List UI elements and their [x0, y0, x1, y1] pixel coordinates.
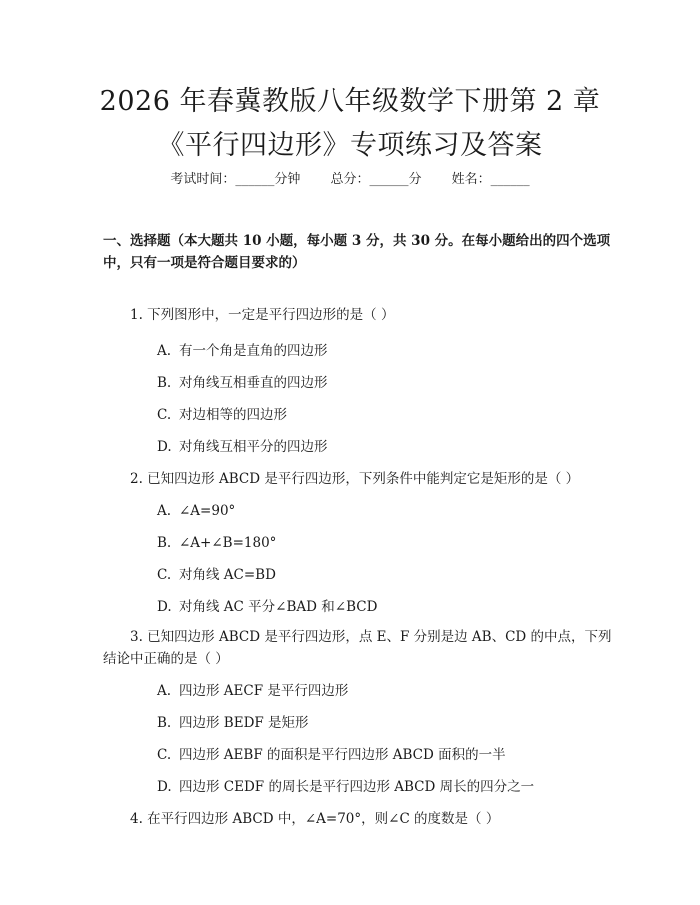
- question-1-option-c: [157, 404, 607, 426]
- page-title: 2026 年春冀教版八年级数学下册第 2 章《平行四边形》专项练习及答案: [99, 86, 601, 161]
- option-key: C.: [157, 407, 172, 423]
- option-key: C.: [157, 747, 172, 763]
- question-3-option-c: [157, 744, 607, 766]
- option-key: B.: [157, 715, 172, 731]
- option-key: A.: [157, 683, 172, 699]
- option-text: 对角线 AC 平分∠BAD 和∠BCD: [179, 599, 378, 615]
- question-2-option-a: [157, 500, 607, 522]
- option-text: ∠A+∠B=180°: [179, 535, 277, 551]
- option-text: 四边形 CEDF 的周长是平行四边形 ABCD 周长的四分之一: [179, 779, 535, 795]
- option-key: A.: [157, 503, 172, 519]
- option-key: D.: [157, 439, 172, 455]
- option-text: 对角线互相平分的四边形: [179, 439, 328, 455]
- name-field: 姓名：______: [451, 172, 530, 187]
- option-key: D.: [157, 779, 172, 795]
- question-2: 2. 已知四边形 ABCD 是平行四边形，下列条件中能判定它是矩形的是（ ）: [130, 471, 580, 487]
- question-3-option-d: [157, 776, 607, 798]
- total-score-field: 总分：______分: [330, 172, 422, 187]
- question-2-option-d: [157, 596, 607, 618]
- question-3-option-a: [157, 680, 607, 702]
- option-text: 四边形 BEDF 是矩形: [179, 715, 309, 731]
- option-text: 有一个角是直角的四边形: [179, 343, 328, 359]
- exam-meta: [0, 168, 700, 187]
- question-1-option-a: [157, 340, 607, 362]
- option-key: B.: [157, 535, 172, 551]
- option-text: 四边形 AEBF 的面积是平行四边形 ABCD 面积的一半: [179, 747, 506, 763]
- option-key: D.: [157, 599, 172, 615]
- question-2-option-c: [157, 564, 607, 586]
- section-heading: 一、选择题（本大题共 10 小题，每小题 3 分，共 30 分。在每小题给出的四个选项中，只有一项是符合题目要求的）: [103, 233, 611, 271]
- option-key: B.: [157, 375, 172, 391]
- question-4: 4. 在平行四边形 ABCD 中，∠A=70°，则∠C 的度数是（ ）: [130, 811, 500, 827]
- question-1-option-d: [157, 436, 607, 458]
- option-text: 对角线 AC=BD: [179, 567, 276, 583]
- option-text: 四边形 AECF 是平行四边形: [179, 683, 349, 699]
- question-2-option-b: [157, 532, 607, 554]
- option-text: 对边相等的四边形: [179, 407, 287, 423]
- option-text: 对角线互相垂直的四边形: [179, 375, 328, 391]
- option-text: ∠A=90°: [179, 503, 236, 519]
- question-3-option-b: [157, 712, 607, 734]
- question-1: 1. 下列图形中，一定是平行四边形的是（ ）: [130, 307, 395, 323]
- question-1-option-b: [157, 372, 607, 394]
- exam-time-field: 考试时间：______分钟: [170, 172, 301, 187]
- option-key: A.: [157, 343, 172, 359]
- option-key: C.: [157, 567, 172, 583]
- question-3: 3. 已知四边形 ABCD 是平行四边形，点 E、F 分别是边 AB、CD 的中点，下列结论中正确的是（ ）: [103, 629, 612, 667]
